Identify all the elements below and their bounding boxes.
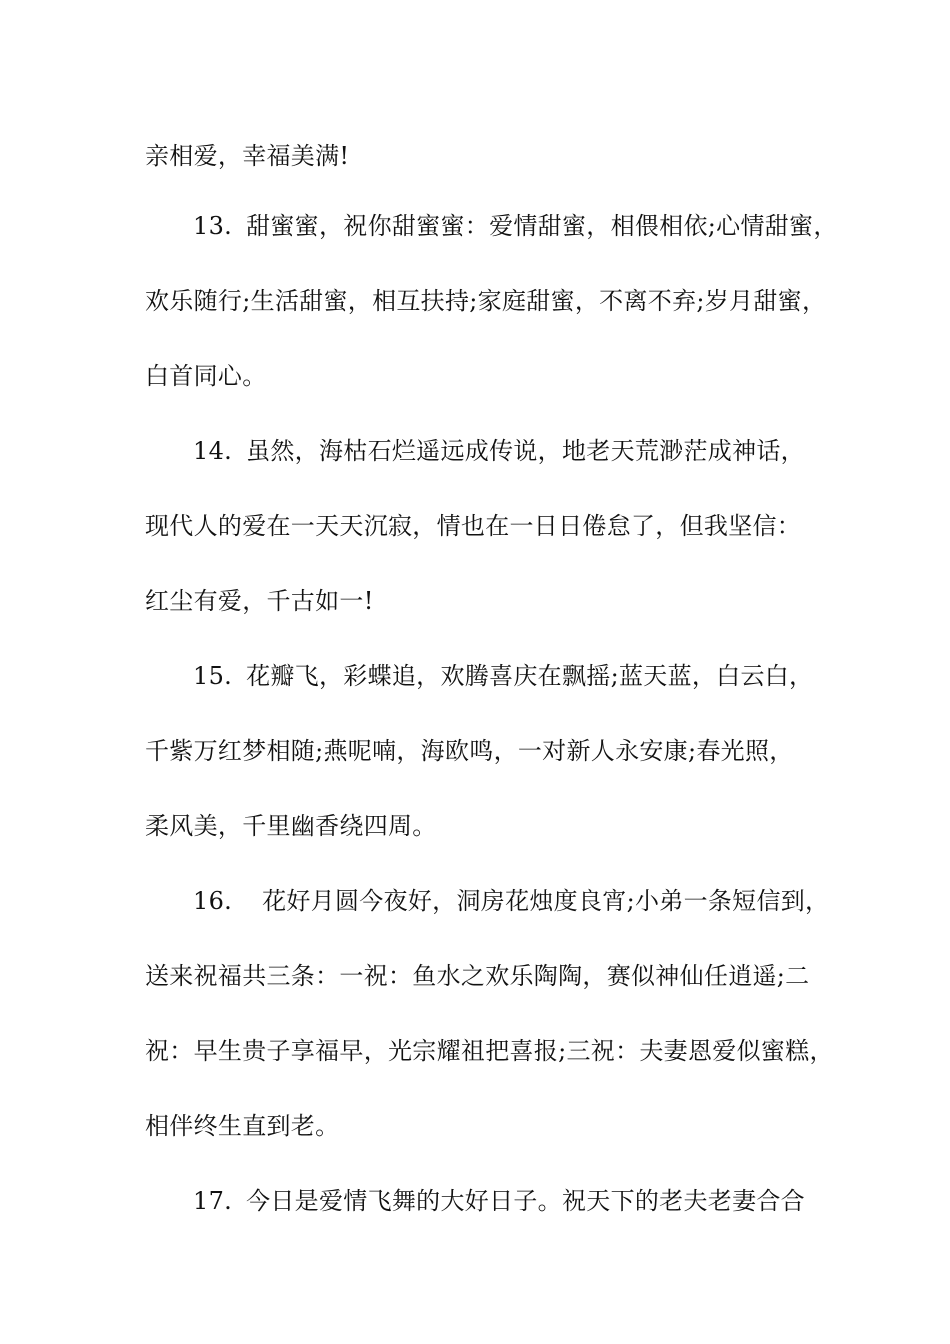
paragraph-line: [145, 1031, 845, 1071]
paragraph-first-line: [193, 1181, 893, 1221]
line-text: 花瓣飞，彩蝶追，欢腾喜庆在飘摇;蓝天蓝，白云白，: [246, 662, 814, 690]
line-text: 花好月圆今夜好，洞房花烛度良宵;小弟一条短信到，: [262, 887, 830, 915]
line-text: 送来祝福共三条：一祝：鱼水之欢乐陶陶，赛似神仙任逍遥;二: [145, 962, 810, 990]
line-text: 虽然，海枯石烂遥远成传说，地老天荒渺茫成神话，: [246, 437, 805, 465]
paragraph-line: [145, 956, 845, 996]
line-text: 亲相爱，幸福美满!: [145, 142, 350, 170]
paragraph-first-line: [193, 206, 893, 246]
line-text: 红尘有爱，千古如一!: [145, 587, 374, 615]
paragraph-line: [145, 806, 845, 846]
line-text: 柔风美，千里幽香绕四周。: [145, 812, 437, 840]
paragraph-line: [145, 281, 845, 321]
paragraph-first-line: [193, 656, 893, 696]
paragraph-line: [145, 356, 845, 396]
paragraph-number: 14.: [193, 437, 233, 465]
paragraph-line: [145, 136, 845, 176]
paragraph-first-line: [193, 431, 893, 471]
paragraph-number: 16.: [193, 887, 233, 915]
paragraph-number: 13.: [193, 212, 233, 240]
paragraph-line: [145, 506, 845, 546]
line-text: 相伴终生直到老。: [145, 1112, 340, 1140]
line-text: 白首同心。: [145, 362, 267, 390]
paragraph-number: 15.: [193, 662, 233, 690]
line-text: 今日是爱情飞舞的大好日子。祝天下的老夫老妻合合: [246, 1187, 805, 1215]
paragraph-first-line: [193, 881, 893, 921]
line-text: 欢乐随行;生活甜蜜，相互扶持;家庭甜蜜，不离不弃;岁月甜蜜，: [145, 287, 827, 315]
paragraph-line: [145, 581, 845, 621]
line-text: 现代人的爱在一天天沉寂，情也在一日日倦怠了，但我坚信：: [145, 512, 802, 540]
paragraph-line: [145, 1106, 845, 1146]
line-text: 千紫万红梦相随;燕呢喃，海欧鸣，一对新人永安康;春光照，: [145, 737, 794, 765]
paragraph-number: 17.: [193, 1187, 233, 1215]
line-text: 祝：早生贵子享福早，光宗耀祖把喜报;三祝：夫妻恩爱似蜜糕，: [145, 1037, 834, 1065]
line-text: 甜蜜蜜，祝你甜蜜蜜：爱情甜蜜，相偎相依;心情甜蜜，: [246, 212, 838, 240]
paragraph-line: [145, 731, 845, 771]
